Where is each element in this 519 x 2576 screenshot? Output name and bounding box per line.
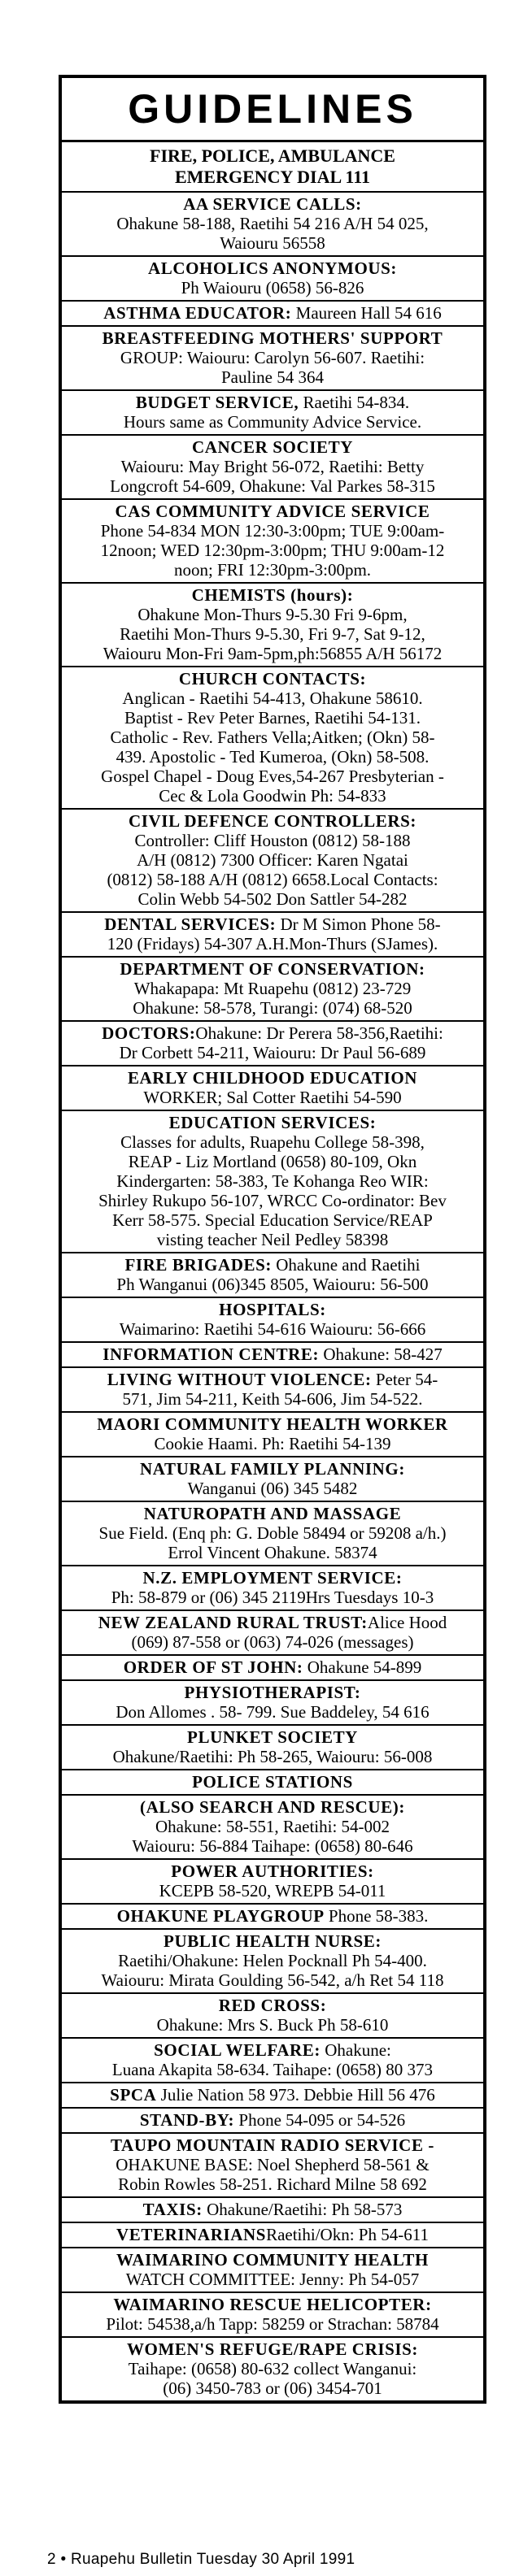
entry-detail-line: GROUP: Waiouru: Carolyn 56-607. Raetihi: [120, 348, 425, 367]
entry-heading: BUDGET SERVICE, [135, 393, 299, 412]
entry-heading: BREASTFEEDING MOTHERS' SUPPORT [102, 328, 443, 348]
directory-entry [62, 1726, 483, 1770]
entry-heading: DEPARTMENT OF CONSERVATION: [120, 959, 425, 979]
directory-entry [62, 2109, 483, 2134]
entry-detail-line: Robin Rowles 58-251. Richard Milne 58 692 [118, 2174, 427, 2194]
entry-heading-line [67, 1023, 478, 1043]
entry-inline-text: Ohakune and Raetihi [271, 1255, 421, 1275]
entry-heading: DENTAL SERVICES: [104, 914, 277, 934]
entry-detail-line: noon; FRI 12:30pm-3:00pm. [173, 560, 372, 580]
entry-inline-text: Ohakune: Dr Perera 58-356,Raetihi: [195, 1023, 443, 1043]
entry-heading: SOCIAL WELFARE: [154, 2040, 321, 2060]
directory-entry [62, 2223, 483, 2248]
entry-detail-line: Waiouru: Mirata Goulding 56-542, a/h Ret 54 118 [101, 1970, 444, 1990]
entry-detail-line: Wanganui (06) 345 5482 [187, 1479, 358, 1498]
directory-entry [62, 1905, 483, 1930]
entry-heading-line [67, 914, 478, 934]
entry-detail-line: (06) 3450-783 or (06) 3454-701 [163, 2378, 382, 2398]
entry-heading: LIVING WITHOUT VIOLENCE: [107, 1370, 372, 1389]
entry-inline-text: Peter 54- [371, 1370, 438, 1389]
entry-heading-line [67, 194, 478, 214]
entry-heading-line [67, 1727, 478, 1747]
entry-heading-line [67, 2110, 478, 2130]
entry-detail-line: Baptist - Rev Peter Barnes, Raetihi 54-131. [124, 708, 421, 728]
entry-heading-line [67, 1255, 478, 1275]
entry-heading: POWER AUTHORITIES: [171, 1861, 374, 1881]
directory-entry [62, 1994, 483, 2039]
entry-detail-line: Pilot: 54538,a/h Tapp: 58259 or Strachan: 58784 [106, 2314, 439, 2334]
entry-heading: CIVIL DEFENCE CONTROLLERS: [129, 811, 417, 831]
entry-heading-line [67, 2085, 478, 2105]
directory-entry [62, 500, 483, 584]
entry-heading: NEW ZEALAND RURAL TRUST: [98, 1613, 368, 1632]
entry-heading-line [67, 1683, 478, 1702]
directory-entry [62, 1111, 483, 1253]
entry-heading: CANCER SOCIETY [191, 437, 353, 457]
directory-entry [62, 2248, 483, 2293]
entry-detail-line: REAP - Liz Mortland (0658) 80-109, Okn [128, 1152, 417, 1171]
entry-detail-line: Luana Akapita 58-634. Taihape: (0658) 80 373 [111, 2060, 434, 2079]
entry-detail-line: Longcroft 54-609, Ohakune: Val Parkes 58-315 [110, 476, 435, 496]
guidelines-box [59, 75, 486, 2404]
entry-heading-line [67, 2135, 478, 2155]
entry-detail-line: Ohakune Mon-Thurs 9-5.30 Fri 9-6pm, [137, 605, 408, 624]
directory-entry [62, 1656, 483, 1681]
entry-detail-line: Waiouru: May Bright 56-072, Raetihi: Betty [120, 457, 425, 476]
entry-inline-text: Phone 58-383. [324, 1906, 429, 1926]
entry-detail-line: Sue Field. (Enq ph: G. Doble 58494 or 59208 a/h.) [98, 1523, 447, 1543]
entry-heading: ORDER OF ST JOHN: [123, 1657, 303, 1677]
entry-heading: NATURAL FAMILY PLANNING: [140, 1459, 405, 1479]
entry-detail-line: Whakapapa: Mt Ruapehu (0812) 23-729 [133, 979, 412, 998]
directory-entry [62, 667, 483, 810]
entry-detail-line: Ohakune: Mrs S. Buck Ph 58-610 [156, 2015, 389, 2035]
directory-entry [62, 2039, 483, 2083]
entry-heading: AA SERVICE CALLS: [183, 194, 362, 214]
entry-detail-line: WATCH COMMITTEE: Jenny: Ph 54-057 [125, 2270, 420, 2289]
page-footer: 2 • Ruapehu Bulletin Tuesday 30 April 1991 [47, 2551, 355, 2568]
entry-detail-line: Waiouru 56558 [220, 233, 325, 253]
entry-detail-line: KCEPB 58-520, WREPB 54-011 [159, 1881, 386, 1901]
directory-entry [62, 1930, 483, 1994]
entry-detail-line: Waiouru: 56-884 Taihape: (0658) 80-646 [132, 1836, 413, 1856]
entry-detail-line: Gospel Chapel - Doug Eves,54-267 Presbyterian - [101, 767, 444, 786]
entry-detail-line: Kerr 58-575. Special Education Service/REAP [112, 1210, 433, 1230]
directory-entry [62, 2293, 483, 2338]
directory-entry [62, 1611, 483, 1656]
directory-entry [62, 257, 483, 302]
entry-inline-text: Dr M Simon Phone 58- [276, 914, 441, 934]
entry-inline-text: Raetihi/Okn: Ph 54-611 [266, 2225, 429, 2244]
entry-heading-line [67, 959, 478, 979]
entry-inline-text: Ohakune/Raetihi: Ph 58-573 [202, 2200, 403, 2219]
entry-heading-line [67, 669, 478, 689]
entry-detail-line: OHAKUNE BASE: Noel Shepherd 58-561 & [116, 2155, 430, 2174]
entry-inline-text: Ohakune 54-899 [303, 1657, 422, 1677]
entry-heading-line [67, 2250, 478, 2270]
entry-detail-line: Controller: Cliff Houston (0812) 58-188 [134, 831, 411, 850]
entry-inline-text: Raetihi 54-834. [299, 393, 410, 412]
directory-entry [62, 810, 483, 913]
entry-heading: OHAKUNE PLAYGROUP [116, 1906, 325, 1926]
entry-detail-line: (069) 87-558 or (063) 74-026 (messages) [131, 1632, 414, 1652]
entry-heading: WAIMARINO COMMUNITY HEALTH [116, 2250, 429, 2270]
directory-entry [62, 1681, 483, 1726]
entry-detail-line: WORKER; Sal Cotter Raetihi 54-590 [143, 1088, 402, 1107]
entry-detail-line: Classes for adults, Ruapehu College 58-398, [120, 1132, 425, 1152]
entry-detail-line: Waiouru Mon-Fri 9am-5pm,ph:56855 A/H 56172 [102, 644, 443, 663]
entry-heading-line [67, 1344, 478, 1364]
entry-heading: ASTHMA EDUCATOR: [103, 303, 292, 323]
entry-detail-line: 571, Jim 54-211, Keith 54-606, Jim 54-522. [122, 1389, 423, 1409]
entry-detail-line: Waimarino: Raetihi 54-616 Waiouru: 56-666 [119, 1319, 426, 1339]
directory-entry [62, 1066, 483, 1111]
entry-heading: TAXIS: [142, 2200, 203, 2219]
entry-heading: DOCTORS: [102, 1023, 196, 1043]
directory-entry [62, 193, 483, 257]
entry-detail-line: Anglican - Raetihi 54-413, Ohakune 58610. [122, 689, 423, 708]
entry-heading: FIRE BRIGADES: [124, 1255, 272, 1275]
directory-entry [62, 958, 483, 1022]
entry-heading-line [67, 1504, 478, 1523]
entry-detail-line: Raetihi Mon-Thurs 9-5.30, Fri 9-7, Sat 9-12, [120, 624, 425, 644]
entry-detail-line: Phone 54-834 MON 12:30-3:00pm; TUE 9:00am- [100, 521, 445, 541]
entry-detail-line: Ph Wanganui (06)345 8505, Waiouru: 56-500 [116, 1275, 429, 1294]
entry-detail-line: Raetihi/Ohakune: Helen Pocknall Ph 54-400. [118, 1951, 427, 1970]
entry-detail-line: Don Allomes . 58- 799. Sue Baddeley, 54 616 [116, 1702, 430, 1722]
entry-heading-line [67, 2200, 478, 2219]
entry-detail-line: Ohakune 58-188, Raetihi 54 216 A/H 54 025, [116, 214, 429, 233]
entry-heading-line [67, 1568, 478, 1588]
entry-detail-line: Errol Vincent Ohakune. 58374 [168, 1543, 377, 1562]
entry-heading-line [67, 1370, 478, 1389]
entry-heading: CHURCH CONTACTS: [178, 669, 367, 689]
entry-heading-line [67, 1657, 478, 1677]
entry-heading-line [67, 2225, 478, 2244]
entry-heading-line [67, 1113, 478, 1132]
entry-heading-line [67, 1772, 478, 1792]
entry-detail-line: 439. Apostolic - Ted Kumeroa, (Okn) 58-508. [116, 747, 430, 767]
entry-heading: POLICE STATIONS [192, 1772, 353, 1792]
guidelines-title: GUIDELINES [62, 78, 483, 142]
entry-detail-line: Cookie Haami. Ph: Raetihi 54-139 [154, 1434, 391, 1453]
entry-detail-line: Cec & Lola Goodwin Ph: 54-833 [159, 786, 386, 806]
directory-entry [62, 2134, 483, 2198]
entry-heading: CAS COMMUNITY ADVICE SERVICE [115, 502, 430, 521]
entry-heading: WAIMARINO RESCUE HELICOPTER: [113, 2295, 432, 2314]
entry-detail-line: Hours same as Community Advice Service. [123, 412, 422, 432]
directory-entry [62, 1457, 483, 1502]
entry-detail-line: Shirley Rukupo 56-107, WRCC Co-ordinator: Bev [98, 1191, 447, 1210]
directory-entry [62, 1566, 483, 1611]
entry-inline-text: Ohakune: 58-427 [319, 1344, 443, 1364]
entry-heading: VETERINARIANS [116, 2225, 267, 2244]
entry-heading: PLUNKET SOCIETY [187, 1727, 358, 1747]
directory-entries [62, 193, 483, 2400]
entry-inline-text: Phone 54-095 or 54-526 [234, 2110, 406, 2130]
entry-detail-line: 120 (Fridays) 54-307 A.H.Mon-Thurs (SJames). [107, 934, 438, 954]
entry-heading: CHEMISTS (hours): [191, 585, 354, 605]
directory-entry [62, 1368, 483, 1413]
entry-detail-line: Ph Waiouru (0658) 56-826 [181, 278, 364, 298]
entry-detail-line: 12noon; WED 12:30pm-3:00pm; THU 9:00am-12 [100, 541, 445, 560]
entry-heading-line [67, 437, 478, 457]
directory-entry [62, 2083, 483, 2109]
directory-entry [62, 327, 483, 391]
entry-heading-line [67, 258, 478, 278]
entry-detail-line: Ohakune/Raetihi: Ph 58-265, Waiouru: 56-008 [112, 1747, 433, 1766]
entry-detail-line: Taihape: (0658) 80-632 collect Wanganui: [128, 2359, 417, 2378]
entry-heading: TAUPO MOUNTAIN RADIO SERVICE - [111, 2135, 434, 2155]
entry-heading-line [67, 1931, 478, 1951]
entry-heading: MAORI COMMUNITY HEALTH WORKER [97, 1414, 448, 1434]
entry-detail-line: A/H (0812) 7300 Officer: Karen Ngatai [137, 850, 408, 870]
entry-heading: NATUROPATH AND MASSAGE [143, 1504, 402, 1523]
directory-entry [62, 1413, 483, 1457]
entry-detail-line: Dr Corbett 54-211, Waiouru: Dr Paul 56-689 [119, 1043, 426, 1062]
directory-entry [62, 1796, 483, 1860]
entry-heading-line [67, 502, 478, 521]
entry-heading-line [67, 1414, 478, 1434]
directory-entry [62, 1298, 483, 1343]
entry-detail-line: Pauline 54 364 [221, 367, 324, 387]
entry-heading: HOSPITALS: [219, 1300, 326, 1319]
entry-heading: WOMEN'S REFUGE/RAPE CRISIS: [126, 2339, 419, 2359]
entry-heading-line [67, 2339, 478, 2359]
entry-inline-text: Maureen Hall 54 616 [291, 303, 442, 323]
directory-entry [62, 2338, 483, 2400]
entry-heading-line [67, 1613, 478, 1632]
entry-heading: STAND-BY: [139, 2110, 235, 2130]
entry-heading: EARLY CHILDHOOD EDUCATION [127, 1068, 418, 1088]
entry-heading-line [67, 1861, 478, 1881]
directory-entry [62, 1770, 483, 1796]
directory-entry [62, 2198, 483, 2223]
entry-detail-line: visting teacher Neil Pedley 58398 [156, 1230, 389, 1249]
directory-entry [62, 1253, 483, 1298]
directory-entry [62, 1343, 483, 1368]
directory-entry [62, 1860, 483, 1905]
entry-heading: ALCOHOLICS ANONYMOUS: [147, 258, 398, 278]
entry-heading-line [67, 2040, 478, 2060]
emergency-line-1: FIRE, POLICE, AMBULANCE [150, 146, 395, 166]
entry-heading: EDUCATION SERVICES: [168, 1113, 377, 1132]
directory-entry [62, 436, 483, 500]
entry-detail-line: Catholic - Rev. Fathers Vella;Aitken; (Okn) 58- [110, 728, 435, 747]
directory-entry [62, 584, 483, 667]
entry-heading-line [67, 393, 478, 412]
entry-heading-line [67, 1797, 478, 1817]
entry-detail-line: Ohakune: 58-578, Turangi: (074) 68-520 [133, 998, 412, 1018]
entry-heading-line [67, 1996, 478, 2015]
entry-detail-line: Colin Webb 54-502 Don Sattler 54-282 [137, 889, 408, 909]
entry-heading: PUBLIC HEALTH NURSE: [164, 1931, 382, 1951]
entry-heading-line [67, 1906, 478, 1926]
entry-detail-line: Kindergarten: 58-383, Te Kohanga Reo WIR: [116, 1171, 429, 1191]
entry-detail-line: Ohakune: 58-551, Raetihi: 54-002 [155, 1817, 390, 1836]
entry-heading: PHYSIOTHERAPIST: [184, 1683, 361, 1702]
entry-inline-text: Ohakune: [320, 2040, 391, 2060]
entry-heading-line [67, 1459, 478, 1479]
entry-heading-line [67, 303, 478, 323]
entry-heading: (ALSO SEARCH AND RESCUE): [140, 1797, 405, 1817]
directory-entry [62, 302, 483, 327]
directory-entry [62, 391, 483, 436]
entry-heading-line [67, 811, 478, 831]
emergency-entry [62, 142, 483, 193]
entry-heading: N.Z. EMPLOYMENT SERVICE: [142, 1568, 403, 1588]
entry-inline-text: Alice Hood [367, 1613, 447, 1632]
directory-entry [62, 1022, 483, 1066]
directory-entry [62, 1502, 483, 1566]
directory-entry [62, 913, 483, 958]
entry-detail-line: (0812) 58-188 A/H (0812) 6658.Local Contacts: [107, 870, 438, 889]
entry-heading-line [67, 328, 478, 348]
entry-heading: SPCA [110, 2085, 157, 2105]
entry-heading-line [67, 585, 478, 605]
entry-inline-text: Julie Nation 58 973. Debbie Hill 56 476 [156, 2085, 435, 2105]
entry-detail-line: Ph: 58-879 or (06) 345 2119Hrs Tuesdays 10-3 [111, 1588, 434, 1607]
entry-heading-line [67, 1300, 478, 1319]
entry-heading: RED CROSS: [218, 1996, 327, 2015]
entry-heading-line [67, 2295, 478, 2314]
emergency-line-2: EMERGENCY DIAL 111 [174, 167, 370, 187]
entry-heading-line [67, 1068, 478, 1088]
entry-heading: INFORMATION CENTRE: [102, 1344, 320, 1364]
